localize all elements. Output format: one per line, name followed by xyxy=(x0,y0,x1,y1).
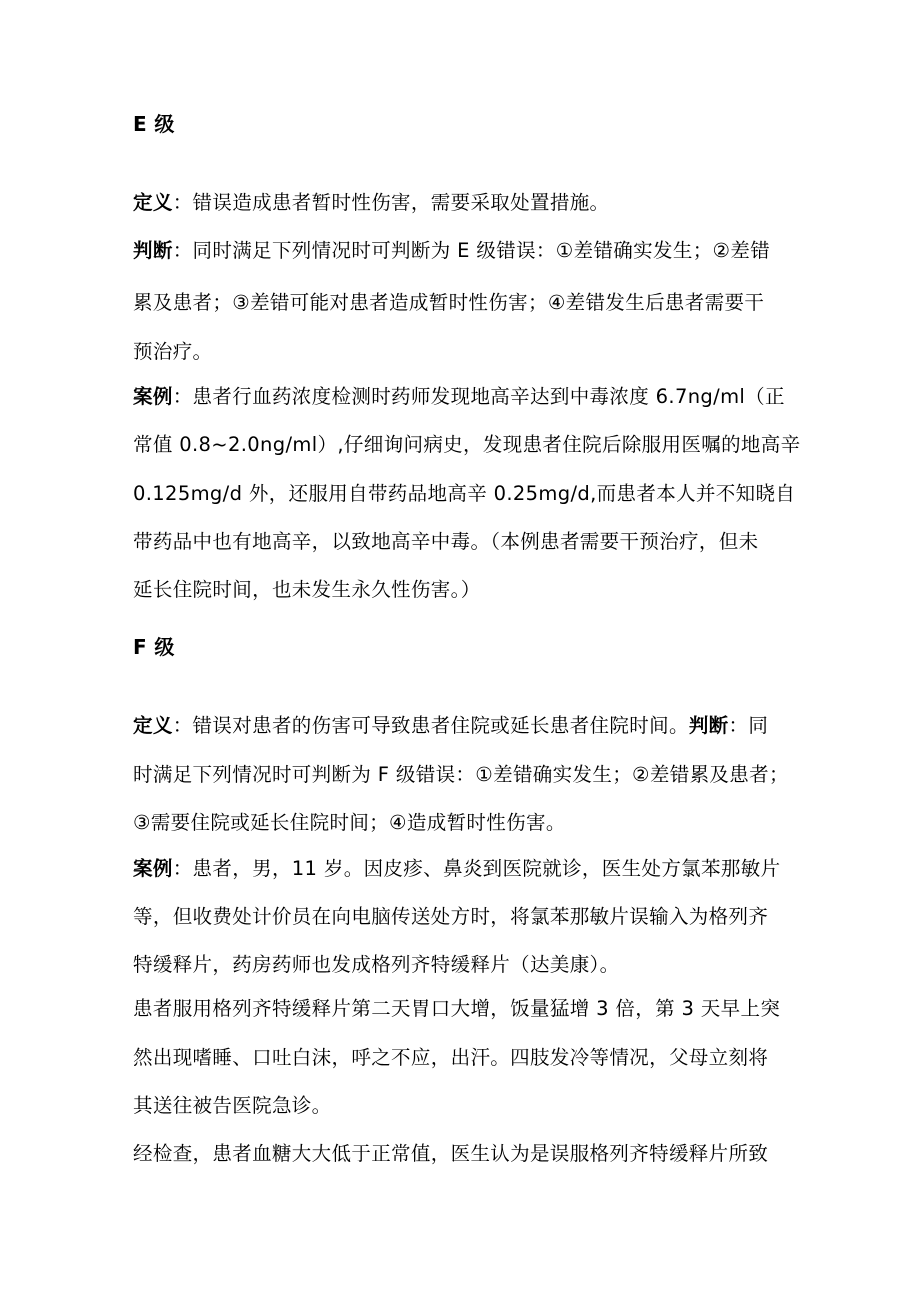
definition-label: 定义 xyxy=(133,714,173,737)
judgment-label: 判断 xyxy=(133,239,173,262)
case-label: 案例 xyxy=(133,385,173,408)
section-f-heading: F 级 xyxy=(133,635,175,659)
section-e-case-line-3: 0.125mg/d 外，还服用自带药品地高辛 0.25mg/d,而患者本人并不知晓自 xyxy=(133,482,796,505)
section-e-case-line-5: 延长住院时间，也未发生永久性伤害。） xyxy=(133,578,481,601)
case-text: ：患者，男，11 岁。因皮疹、鼻炎到医院就诊，医生处方氯苯那敏片 xyxy=(172,857,781,880)
definition-text: ：错误造成患者暂时性伤害，需要采取处置措施。 xyxy=(172,191,610,214)
judgment-text: ：同时满足下列情况时可判断为 E 级错误：①差错确实发生；②差错 xyxy=(172,239,771,262)
section-e-case-line-2: 常值 0.8~2.0ng/ml）,仔细询问病史，发现患者住院后除服用医嘱的地高辛 xyxy=(133,433,801,456)
section-e-judgment-line-2: 累及患者；③差错可能对患者造成暂时性伤害；④差错发生后患者需要干 xyxy=(133,291,765,314)
paragraph-line: 其送往被告医院急诊。 xyxy=(133,1094,332,1117)
section-f-case-line-1 xyxy=(133,856,780,882)
section-e-judgment-line-3: 预治疗。 xyxy=(133,340,213,363)
section-f-definition xyxy=(133,713,768,739)
case-text: ：患者行血药浓度检测时药师发现地高辛达到中毒浓度 6.7ng/ml（正 xyxy=(172,385,785,408)
section-e-heading: E 级 xyxy=(133,112,175,136)
section-e-case-line-1 xyxy=(133,384,785,410)
judgment-text: ：同 xyxy=(728,714,769,737)
paragraph-line: 然出现嗜睡、口吐白沫，呼之不应，出汗。四肢发冷等情况，父母立刻将 xyxy=(133,1046,769,1069)
paragraph-line: 患者服用格列齐特缓释片第二天胃口大增，饭量猛增 3 倍，第 3 天早上突 xyxy=(133,997,781,1020)
section-e-case-line-4: 带药品中也有地高辛，以致地高辛中毒。（本例患者需要干预治疗，但未 xyxy=(133,530,759,553)
definition-label: 定义 xyxy=(133,191,173,214)
section-f-case-line-3: 特缓释片，药房药师也发成格列齐特缓释片（达美康）。 xyxy=(133,953,620,976)
section-f-judgment-line-1: 时满足下列情况时可判断为 F 级错误：①差错确实发生；②差错累及患者； xyxy=(133,763,789,786)
section-e-definition xyxy=(133,190,609,216)
case-label: 案例 xyxy=(133,857,173,880)
judgment-label: 判断 xyxy=(688,714,729,737)
paragraph-line: 经检查，患者血糖大大低于正常值，医生认为是误服格列齐特缓释片所致 xyxy=(133,1142,769,1165)
section-e-judgment-line-1 xyxy=(133,238,770,264)
definition-text: ：错误对患者的伤害可导致患者住院或延长患者住院时间。 xyxy=(172,714,689,737)
section-f-judgment-line-2: ③需要住院或延长住院时间；④造成暂时性伤害。 xyxy=(133,811,566,834)
section-f-case-line-2: 等，但收费处计价员在向电脑传送处方时，将氯苯那敏片误输入为格列齐 xyxy=(133,905,769,928)
